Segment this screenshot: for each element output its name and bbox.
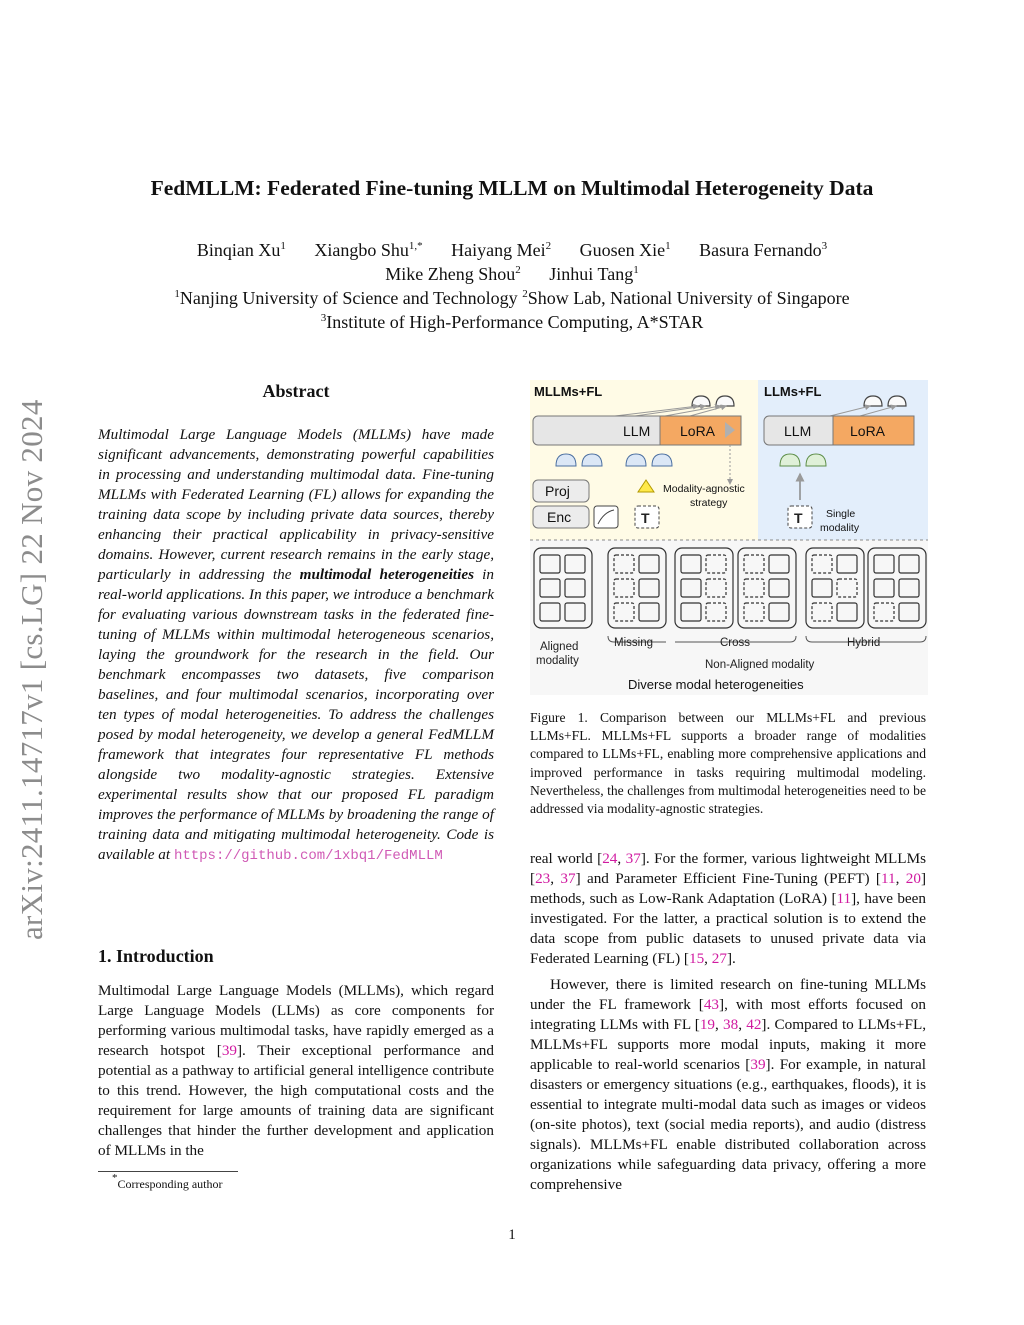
citation-link[interactable]: 20 <box>905 870 921 887</box>
author: Xiangbo Shu$^{1,*}$ <box>314 240 423 260</box>
single-label-1: Single <box>826 508 856 520</box>
citation-link[interactable]: 11 <box>881 870 896 887</box>
intro-paragraph: Multimodal Large Language Models (MLLMs), which regard Large Language Models (LLMs) as core components for performing various multimodal tasks, have rapidly emerged as a research hotspot [39]. Their exceptional performance and potential as a pathway to artificial general intelligence contribute to this trend. However, the high computational costs and the requirement for large amounts of training data are significant challenges that hinder the further development and application of MLLMs in the <box>98 982 494 1159</box>
author: Guosen Xie$^1$ <box>579 240 671 260</box>
author: Jinhui Tang$^1$ <box>549 264 639 284</box>
citation-link[interactable]: 37 <box>625 850 641 867</box>
aligned-label-2: modality <box>536 655 579 667</box>
figure-1 <box>530 380 928 695</box>
llm-label: LLM <box>623 423 651 439</box>
aligned-label-1: Aligned <box>540 641 579 653</box>
mllms-fl-title: MLLMs+FL <box>534 384 603 399</box>
citation-link[interactable]: 11 <box>836 890 852 907</box>
citation-link[interactable]: 15 <box>688 950 705 967</box>
missing-label: Missing <box>614 637 653 649</box>
llms-fl-title: LLMs+FL <box>764 384 822 399</box>
right-paragraph-2: However, there is limited research on fine-tuning MLLMs under the FL framework [43], with most efforts focused on integrating LLMs with FL [19, 38, 42]. Compared to LLMs+FL, MLLMs+FL supports more modal inputs, making it more applicable to real-world scenarios [39]. For example, in natural disasters or emergency situations (e.g., earthquakes, floods), it is essential to integrate multi-modal data such as images or videos (on-site photos), text (social media reports), and audio (distress signals). MLLMs+FL enable distributed collaboration across organizations while safeguarding data privacy, offering a more comprehensive <box>530 976 927 1193</box>
citation-link[interactable]: 38 <box>723 1016 739 1033</box>
abstract-body: Multimodal Large Language Models (MLLMs) have made significant advancements, demonstrating powerful capabilities in processing and understanding multimodal data. Fine-tuning MLLMs with Federated Learning (FL) allows for expanding the training data scope by including private data sources, thereby enhancing their practical applicability in privacy-sensitive domains. However, current research remains in the early stage, particularly in addressing the multimodal heterogeneities in real-world applications. In this paper, we introduce a benchmark for evaluating various downstream tasks in the federated fine-tuning of MLLMs within multimodal heterogeneous scenarios, laying the groundwork for the research in the field. Our benchmark encompasses two datasets, five comparison baselines, and four multimodal scenarios, incorporating over ten types of modal heterogeneities. To address the challenges posed by modal heterogeneity, we develop a general FedMLLM framework that integrates four representative FL methods alongside two modality-agnostic strategies. Extensive experimental results show that our proposed FL paradigm improves the performance of MLLMs by broadening the range of training data and mitigating multimodal heterogeneity. Code is available at https://github.com/1xbq1/FedMLLM <box>98 426 494 864</box>
author: Binqian Xu$^1$ <box>196 240 286 260</box>
paper-title: FedMLLM: Federated Fine-tuning MLLM on Multimodal Heterogeneity Data <box>150 176 874 200</box>
abstract-heading: Abstract <box>262 381 330 401</box>
proj-label: Proj <box>545 483 570 499</box>
right-paragraph-1: real world [24, 37]. For the former, various lightweight MLLMs [23, 37] and Parameter Efficient Fine-Tuning (PEFT) [11, 20] methods, such as Low-Rank Adaptation (LoRA) [11], have been investigated. For the latter, a practical solution is to extend the data scope from public datasets to unused private data via Federated Learning (FL) [15, 27]. <box>530 850 927 967</box>
footnote-rule <box>98 1171 238 1172</box>
footnote: *Corresponding author <box>112 1172 223 1191</box>
citation-link[interactable]: 42 <box>746 1016 762 1033</box>
author: Basura Fernando$^3$ <box>699 240 828 260</box>
figure-diagram <box>530 380 928 695</box>
code-link[interactable]: https://github.com/1xbq1/FedMLLM <box>173 848 443 864</box>
author-row-1 <box>0 240 1024 261</box>
affiliation-row-1: $^1$Nanjing University of Science and Technology $^2$Show Lab, National University of Singapore <box>174 288 850 308</box>
citation-link[interactable]: 37 <box>560 870 576 887</box>
figure-caption: Figure 1. Comparison between our MLLMs+FL and previous LLMs+FL. MLLMs+FL supports a broader range of modalities compared to LLMs+FL, enabling more comprehensive applications and improved performance in tasks requiring multimodal modeling. Nevertheless, the challenges from multimodal heterogeneities need to be addressed via modality-agnostic strategies. <box>530 710 926 817</box>
diverse-label: Diverse modal heterogeneities <box>628 677 804 692</box>
citation-link[interactable]: 27 <box>711 950 727 967</box>
strategy-label-2: strategy <box>690 497 728 509</box>
citation-link[interactable]: 39 <box>221 1042 237 1059</box>
lora-label: LoRA <box>850 423 886 439</box>
citation-link[interactable]: 39 <box>750 1056 766 1073</box>
author: Haiyang Mei$^2$ <box>451 240 552 260</box>
citation-link[interactable]: 43 <box>703 996 720 1013</box>
arxiv-stamp: arXiv:2411.14717v1 [cs.LG] 22 Nov 2024 <box>14 399 49 940</box>
single-label-2: modality <box>820 522 860 534</box>
citation-link[interactable]: 23 <box>535 870 551 887</box>
cross-label: Cross <box>720 637 751 649</box>
citation-link[interactable]: 19 <box>699 1016 715 1033</box>
enc-label: Enc <box>547 509 572 525</box>
author-row-2 <box>0 264 1024 285</box>
llm-label: LLM <box>784 423 812 439</box>
citation-link[interactable]: 24 <box>602 850 618 867</box>
lora-label: LoRA <box>680 423 716 439</box>
affiliation-row-2: $^3$Institute of High-Performance Computing, A*STAR <box>320 312 704 332</box>
image-icon <box>594 506 618 528</box>
page-number: 1 <box>508 1227 516 1243</box>
text-glyph: T <box>641 510 650 526</box>
text-glyph: T <box>794 510 803 526</box>
hybrid-label: Hybrid <box>847 637 881 649</box>
section-heading: 1. Introduction <box>98 946 214 966</box>
non-aligned-label: Non-Aligned modality <box>705 659 815 671</box>
strategy-label-1: Modality-agnostic <box>663 483 745 495</box>
author: Mike Zheng Shou$^2$ <box>385 264 521 284</box>
